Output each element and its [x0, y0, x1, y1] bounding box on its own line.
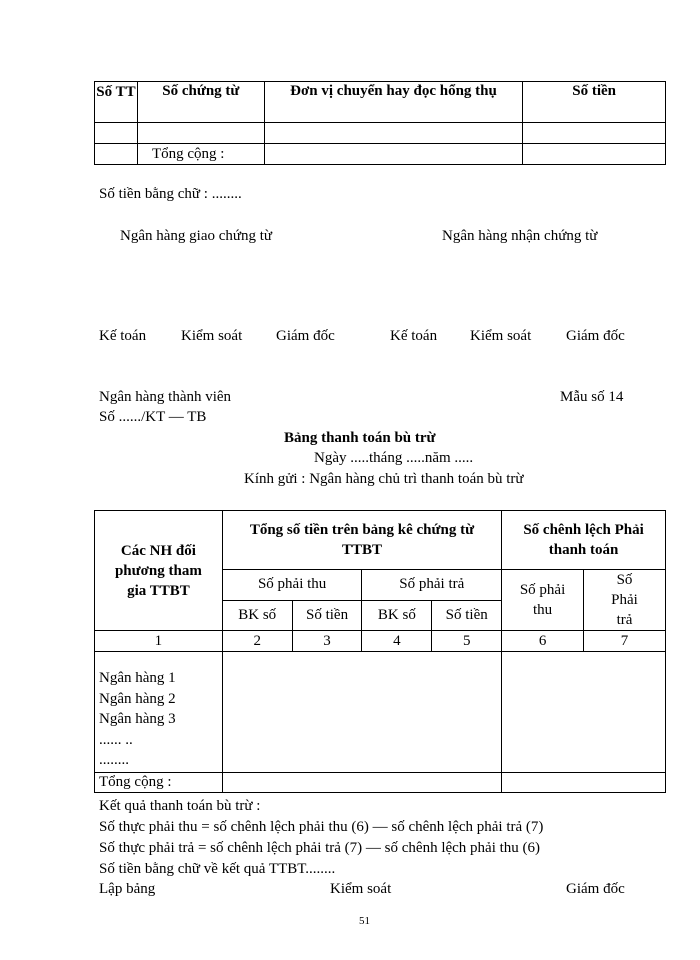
empty-cell: [264, 123, 523, 144]
sig-director-1: Giám đốc: [276, 328, 335, 344]
doc-number: Số ....../KT — TB: [99, 409, 207, 425]
member-bank: Ngân hàng thành viên: [99, 389, 232, 405]
header-amount-1: Số tiền: [292, 600, 362, 631]
header-counterparty-banks: Các NH đối phương tham gia TTBT: [95, 511, 223, 631]
header-total-amount: Tổng số tiền trên bảng kê chứng từ TTBT: [222, 511, 501, 570]
col-number: 4: [362, 631, 432, 652]
header-bk-no-1: BK số: [222, 600, 292, 631]
table2-total-label: Tổng cộng :: [95, 773, 223, 793]
header-stt: Số TT: [95, 82, 138, 123]
header-difference: Số chênh lệch Phải thanh toán: [502, 511, 666, 570]
bank-row: Ngân hàng 2: [99, 690, 176, 707]
date-line: Ngày .....tháng .....năm .....: [314, 450, 474, 466]
header-payable: Số phải trả: [362, 570, 502, 601]
receiving-bank: Ngân hàng nhận chứng từ: [442, 228, 598, 244]
page-number: 51: [359, 915, 370, 927]
sending-bank: Ngân hàng giao chứng từ: [120, 228, 273, 244]
amount-in-words: Số tiền bằng chữ : ........: [99, 186, 242, 202]
difference-body-cell: [502, 652, 666, 773]
sig-director-2: Giám đốc: [566, 328, 625, 344]
header-amount-2: Số tiền: [432, 600, 502, 631]
result-line-1: Số thực phải thu = số chênh lệch phải thu (6) — số chênh lệch phải trả (7): [99, 819, 544, 835]
col-number: 1: [95, 631, 223, 652]
sig-prepared-by: Lập bảng: [99, 881, 156, 897]
col-number: 7: [584, 631, 666, 652]
result-line-3: Số tiền bằng chữ về kết quả TTBT........: [99, 861, 336, 877]
col-number: 5: [432, 631, 502, 652]
total-difference-cell: [502, 773, 666, 793]
bank-row: Ngân hàng 3: [99, 711, 176, 727]
sig-controller-3: Kiểm soát: [330, 881, 392, 897]
header-unit: Đơn vị chuyển hay đọc hổng thụ: [264, 82, 523, 123]
header-doc-number: Số chứng từ: [137, 82, 264, 123]
header-diff-receivable: Số phải thu: [502, 570, 584, 631]
header-diff-payable: Số Phải trả: [584, 570, 666, 631]
sig-director-3: Giám đốc: [566, 881, 625, 897]
header-receivable: Số phải thu: [222, 570, 362, 601]
sig-controller-2: Kiểm soát: [470, 328, 532, 344]
empty-cell: [523, 144, 666, 165]
col-number: 6: [502, 631, 584, 652]
form-title: Bảng thanh toán bù trừ: [284, 430, 436, 446]
col-number: 2: [222, 631, 292, 652]
clearing-table: [94, 510, 666, 793]
bank-row: ...... ..: [99, 731, 133, 748]
result-line-2: Số thực phải trả = số chênh lệch phải trả (7) — số chênh lệch phải thu (6): [99, 840, 541, 856]
bank-row: Ngân hàng 1: [99, 670, 176, 686]
document-list-table: [94, 81, 666, 165]
bank-row: ........: [99, 752, 129, 768]
header-bk-no-2: BK số: [362, 600, 432, 631]
form-number: Mẫu số 14: [560, 389, 624, 405]
header-amount: Số tiền: [523, 82, 666, 123]
result-heading: Kết quả thanh toán bù trừ :: [99, 798, 261, 814]
empty-cell: [95, 144, 138, 165]
empty-cell: [137, 123, 264, 144]
addressee: Kính gửi : Ngân hàng chủ trì thanh toán bù trừ: [244, 471, 524, 487]
sig-controller-1: Kiểm soát: [181, 328, 243, 344]
table1-total-label: Tổng cộng :: [137, 144, 264, 165]
empty-cell: [95, 123, 138, 144]
col-number: 3: [292, 631, 362, 652]
bank-list-cell: [95, 652, 223, 773]
empty-cell: [523, 123, 666, 144]
sig-accountant-1: Kế toán: [99, 328, 147, 344]
amounts-body-cell: [222, 652, 501, 773]
total-amounts-cell: [222, 773, 501, 793]
sig-accountant-2: Kế toán: [390, 328, 438, 344]
empty-cell: [264, 144, 523, 165]
